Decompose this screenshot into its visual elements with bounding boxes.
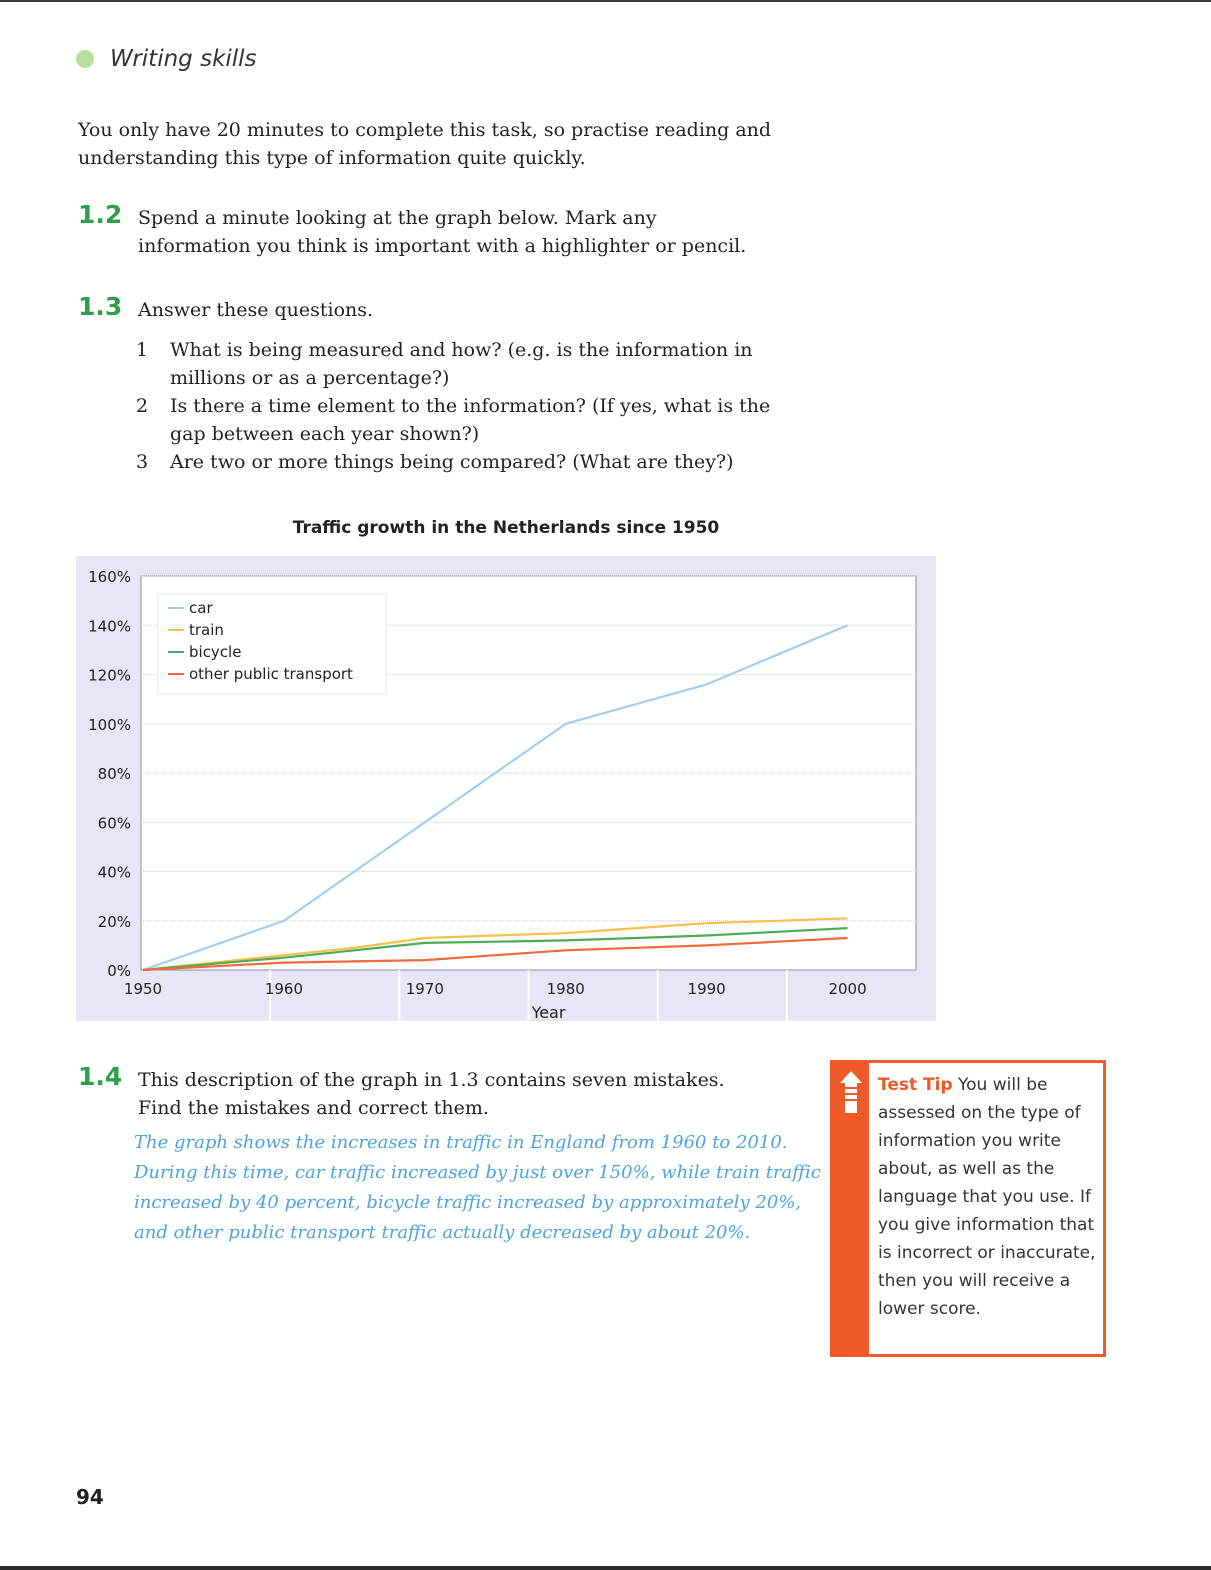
question-number: 1 [136, 339, 149, 361]
x-axis-label: Year [531, 1003, 566, 1021]
x-tick-label: 2000 [828, 980, 867, 998]
task-text-line: This description of the graph in 1.3 contains seven mistakes. [138, 1069, 725, 1091]
y-tick-label: 160% [88, 568, 131, 586]
lines-icon [845, 1087, 857, 1105]
y-tick-label: 0% [107, 962, 131, 980]
tip-label: Test Tip [878, 1075, 953, 1095]
y-tick-label: 80% [97, 765, 131, 783]
y-tick-label: 100% [88, 715, 131, 734]
test-tip-box [830, 1060, 1106, 1357]
y-tick-label: 140% [88, 617, 131, 636]
question-text: Are two or more things being compared? (What are they?) [170, 451, 734, 473]
y-tick-label: 20% [97, 912, 131, 931]
y-tick-label: 60% [97, 814, 131, 833]
task-number: 1.2 [78, 200, 123, 229]
y-tick-label: 120% [88, 666, 131, 685]
handwritten-description: The graph shows the increases in traffic in England from 1960 to 2010. During this time, car traffic increased by just over 150%, while train traffic increased by 40 percent, bicycle traffic increased by approximately 20%, and other public transport traffic actually decreased by about 20%. [134, 1132, 821, 1243]
x-tick-label: 1960 [264, 980, 304, 998]
task-number: 1.3 [78, 292, 123, 321]
task-text-line: information you think is important with a highlighter or pencil. [138, 235, 747, 257]
page-number: 94 [76, 1485, 104, 1509]
task-text [138, 204, 818, 260]
x-tick-label: 1980 [546, 980, 585, 998]
question-number: 2 [136, 395, 149, 417]
line-chart [76, 556, 936, 1021]
question-text: What is being measured and how? (e.g. is the information in millions or as a percentage?) [170, 339, 753, 389]
question-text: Is there a time element to the information? (If yes, what is the gap between each year shown?) [170, 395, 771, 445]
x-tick-label: 1970 [405, 980, 444, 998]
tip-body: You will be assessed on the type of information you write about, as well as the language that you use. If you give information that is incorrect or inaccurate, then you will receive a lower score. [878, 1075, 1096, 1319]
chart-title: Traffic growth in the Netherlands since 1950 [292, 518, 720, 538]
question-item [136, 392, 796, 448]
section-title: Writing skills [110, 46, 257, 72]
task-text: Answer these questions. [138, 299, 374, 321]
x-tick-label: 1990 [687, 980, 726, 998]
task-number: 1.4 [78, 1062, 123, 1091]
top-rule [0, 0, 1211, 2]
legend-label: car [189, 599, 213, 617]
legend-label: other public transport [189, 665, 353, 683]
green-dot-icon [76, 50, 94, 68]
question-item [136, 448, 796, 476]
question-number: 3 [136, 451, 149, 473]
legend-label: train [189, 621, 224, 639]
chart-svg [76, 556, 936, 1021]
task-text-line: Find the mistakes and correct them. [138, 1097, 489, 1119]
y-tick-label: 40% [97, 863, 131, 882]
section-header [76, 46, 257, 72]
x-tick-label: 1950 [123, 980, 163, 998]
tip-sidebar [833, 1063, 869, 1354]
task-text [138, 1066, 818, 1122]
bottom-rule [0, 1566, 1211, 1570]
intro-paragraph: You only have 20 minutes to complete this task, so practise reading and understanding this type of information quite quickly. [78, 119, 772, 169]
question-item [136, 336, 796, 392]
up-arrow-icon [840, 1071, 862, 1083]
question-list [136, 336, 796, 476]
legend-label: bicycle [189, 643, 242, 661]
tip-text [878, 1071, 1098, 1323]
task-text-line: Spend a minute looking at the graph below. Mark any [138, 207, 657, 229]
